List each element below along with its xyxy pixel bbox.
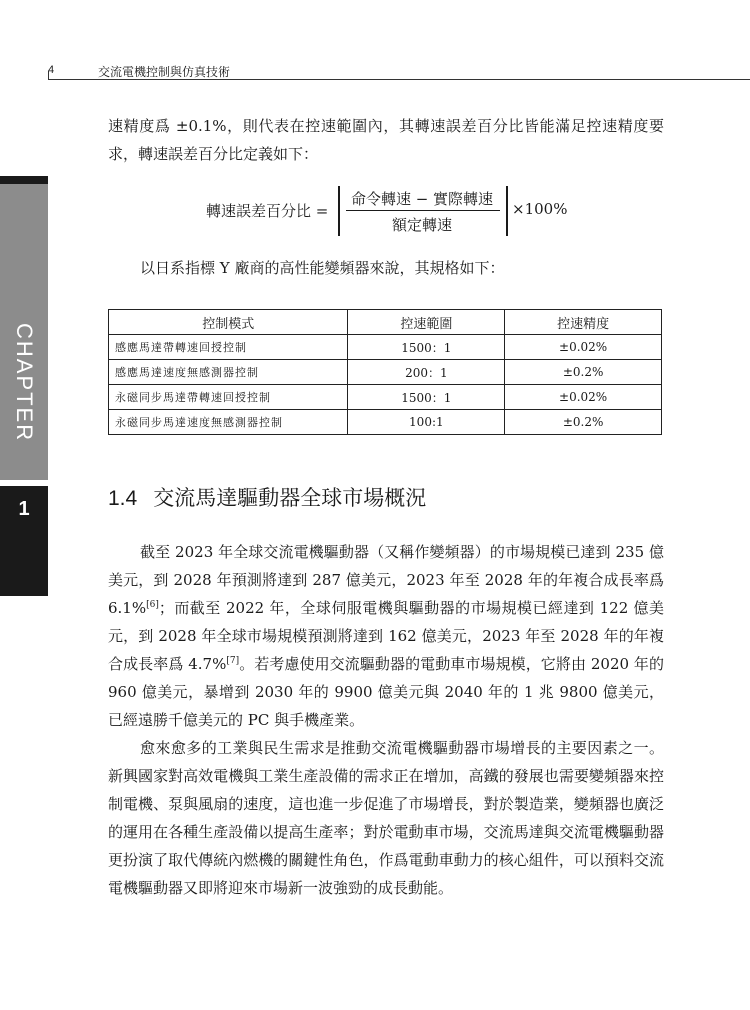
- cell-precision: ±0.2%: [505, 360, 662, 385]
- cell-range: 1500：1: [348, 385, 505, 410]
- running-header-title: 交流電機控制與仿真技術: [98, 65, 231, 79]
- table-row: [109, 335, 662, 360]
- abs-bar-left: [338, 186, 340, 236]
- header-rule: [48, 79, 750, 80]
- table-header-row: [109, 310, 662, 335]
- cell-precision: ±0.02%: [505, 335, 662, 360]
- cell-range: 100:1: [348, 410, 505, 435]
- cell-mode: 感應馬達速度無感測器控制: [109, 360, 348, 385]
- citation-6: [6]: [146, 600, 159, 610]
- chapter-tab-label: CHAPTER: [12, 323, 37, 443]
- p1-text-c: 。若考慮使用交流驅動器的電動車市場規模，它將由 2020 年的 960 億美元，暴增到 2030 年的 9900 億美元與 2040 年的 1 兆 9800 億美元，已經遠勝千億美元的 PC 與手機產業。: [108, 655, 664, 729]
- formula-denominator: 額定轉速: [391, 216, 452, 234]
- fraction-line: [346, 210, 500, 211]
- cell-mode: 永磁同步馬達帶轉速回授控制: [109, 385, 348, 410]
- cell-mode: 永磁同步馬達速度無感測器控制: [109, 410, 348, 435]
- chapter-number: 1: [18, 498, 30, 520]
- formula-label: 轉速誤差百分比 =: [206, 202, 329, 220]
- section-title: 交流馬達驅動器全球市場概況: [153, 486, 427, 510]
- page-number: 4: [48, 64, 55, 76]
- cell-range: 200：1: [348, 360, 505, 385]
- cell-precision: ±0.02%: [505, 385, 662, 410]
- market-paragraph-1: [108, 538, 664, 734]
- table-row: [109, 410, 662, 435]
- formula-numerator: 命令轉速 − 實際轉速: [350, 190, 494, 208]
- p1-text-a: 截至 2023 年全球交流電機驅動器（又稱作變頻器）的市場規模已達到 235 億美元，到 2028 年預測將達到 287 億美元，2023 年至 2028 年的年複合成長率爲 6.1%: [108, 543, 664, 617]
- cell-mode: 感應馬達帶轉速回授控制: [109, 335, 348, 360]
- section-heading: [108, 482, 426, 512]
- market-paragraph-2: 愈來愈多的工業與民生需求是推動交流電機驅動器市場增長的主要因素之一。新興國家對高效電機與工業生產設備的需求正在增加，高鐵的發展也需要變頻器來控制電機、泵與風扇的速度，這也進一步促進了市場增長，對於製造業，變頻器也廣泛的運用在各種生產設備以提高生產率；對於電動車市場，交流馬達與交流電機驅動器更扮演了取代傳統內燃機的關鍵性角色，作爲電動車動力的核心組件，可以預料交流電機驅動器又即將迎來市場新一波強勁的成長動能。: [108, 739, 664, 897]
- col-header-range: 控速範圍: [348, 310, 505, 335]
- cell-precision: ±0.2%: [505, 410, 662, 435]
- col-header-precision: 控速精度: [505, 310, 662, 335]
- spec-table: [108, 309, 662, 435]
- abs-bar-right: [506, 186, 508, 236]
- intro-paragraph: 速精度爲 ±0.1%，則代表在控速範圍內，其轉速誤差百分比皆能滿足控速精度要求，轉速誤差百分比定義如下：: [108, 117, 664, 163]
- chapter-tab-top-bar: [0, 176, 48, 184]
- table-row: [109, 360, 662, 385]
- p1-text-b: ；而截至 2022 年，全球伺服電機與驅動器的市場規模已經達到 122 億美元，到 2028 年全球市場規模預測將達到 162 億美元，2023 年至 2028 年的年複合成長率爲 4.7%: [108, 599, 664, 673]
- spec-intro: 以日系指標 Y 廠商的高性能變頻器來說，其規格如下：: [140, 259, 505, 277]
- col-header-mode: 控制模式: [109, 310, 348, 335]
- table-row: [109, 385, 662, 410]
- formula-multiplier: ×100%: [512, 200, 568, 218]
- section-number: 1.4: [108, 487, 138, 510]
- citation-7: [7]: [226, 656, 240, 666]
- cell-range: 1500：1: [348, 335, 505, 360]
